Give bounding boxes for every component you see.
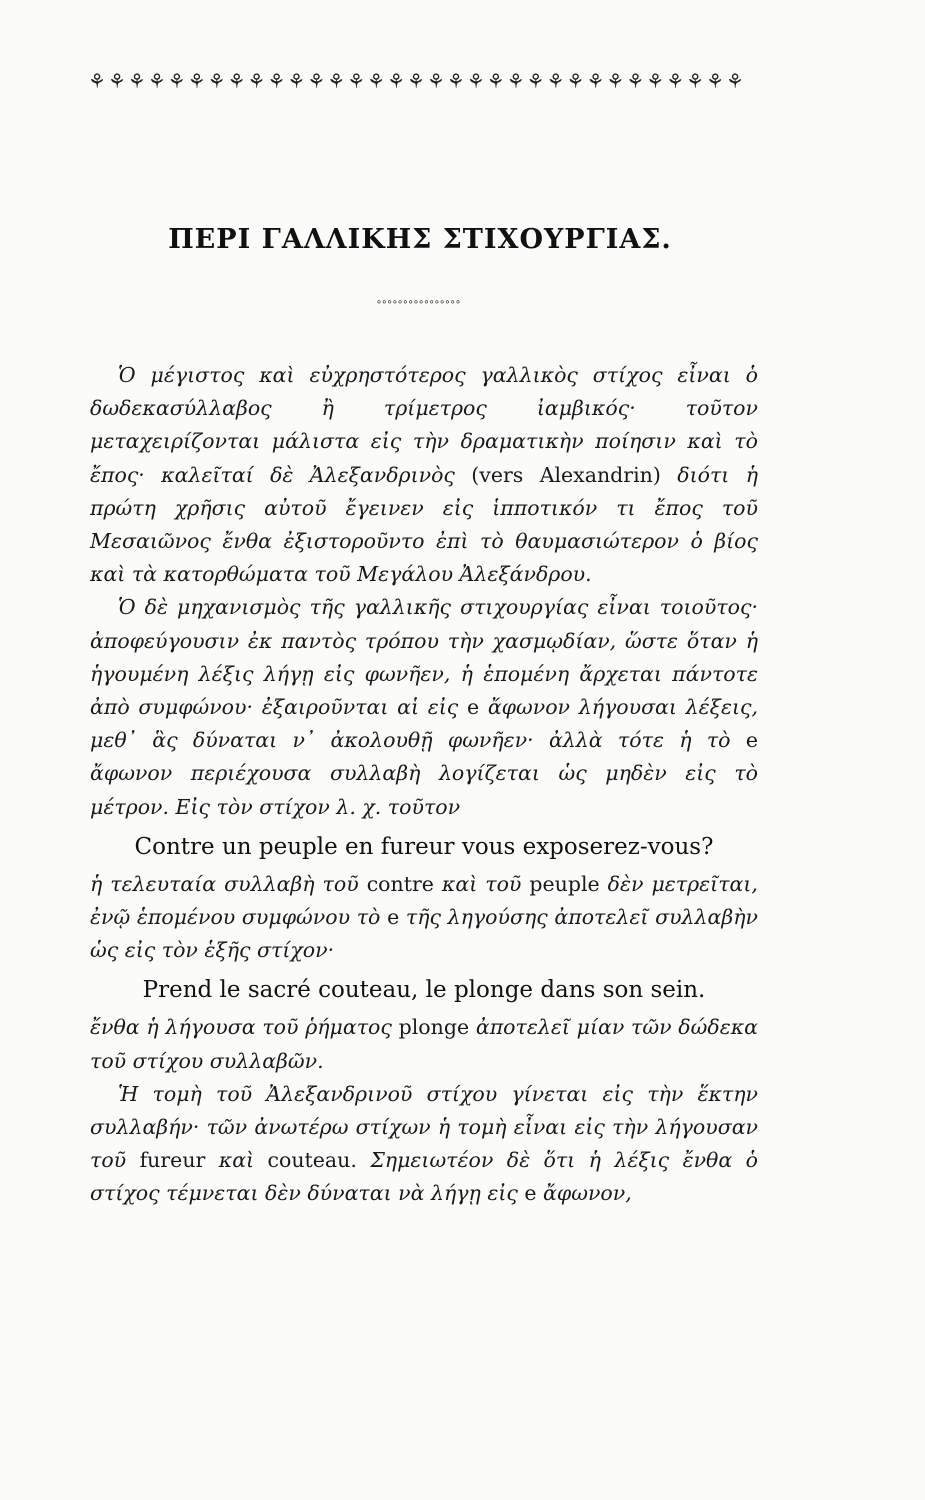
ornament-glyph-icon: ⚘ — [307, 69, 326, 93]
ornament-glyph-icon: ⚘ — [546, 69, 565, 93]
ornament-glyph-icon: ⚘ — [666, 69, 685, 93]
ornament-glyph-icon: ⚘ — [247, 69, 266, 93]
paragraph-5: Ἡ τομὴ τοῦ Ἀλεξανδρινοῦ στίχου γίνεται εἰς τὴν ἕκτην συλλαβήν· τῶν ἀνωτέρω στίχων ἡ τομὴ εἶναι εἰς τὴν λήγουσαν τοῦ fureur καὶ couteau. Σημειωτέον δὲ ὅτι ἡ λέξις ἔνθα ὁ στίχος τέμνεται δὲν δύναται νὰ λήγῃ εἰς e ἄφωνον, — [90, 1081, 758, 1206]
ornament-glyph-icon: ⚘ — [586, 69, 605, 93]
ornament-glyph-icon: ⚘ — [686, 69, 705, 93]
ornament-glyph-icon: ⚘ — [466, 69, 485, 93]
ornament-glyph-icon: ⚘ — [566, 69, 585, 93]
body-text — [90, 359, 758, 1211]
ornament-glyph-icon: ⚘ — [446, 69, 465, 93]
ornament-glyph-icon: ⚘ — [506, 69, 525, 93]
ornament-glyph-icon: ⚘ — [347, 69, 366, 93]
ornament-glyph-icon: ⚘ — [127, 69, 146, 93]
verse-2: Prend le sacré couteau, le plonge dans son sein. — [142, 977, 706, 1004]
ornament-glyph-icon: ⚘ — [327, 69, 346, 93]
ornament-glyph-icon: ⚘ — [407, 69, 425, 93]
verse-1: Contre un peuple en fureur vous exposerez-vous? — [134, 833, 714, 860]
ornament-glyph-icon: ⚘ — [726, 69, 744, 93]
ornament-glyph-icon: ⚘ — [147, 69, 166, 93]
ornament-glyph-icon: ⚘ — [626, 69, 645, 93]
ornament-glyph-icon: ⚘ — [486, 69, 505, 93]
ornament-band — [88, 66, 744, 96]
ornament-glyph-icon: ⚘ — [526, 69, 545, 93]
ornament-glyph-icon: ⚘ — [167, 69, 186, 93]
roman-term: (vers Alexandrin) — [471, 462, 661, 487]
ornament-glyph-icon: ⚘ — [227, 69, 246, 93]
paragraph-4: ἔνθα ἡ λήγουσα τοῦ ῥήματος plonge ἀποτελεῖ μίαν τῶν δώδεκα τοῦ στίχου συλλαβῶν. — [90, 1015, 758, 1073]
ornament-glyph-icon: ⚘ — [107, 69, 126, 93]
ornament-glyph-icon: ⚘ — [706, 69, 724, 93]
ornament-glyph-icon: ⚘ — [367, 69, 386, 93]
ornament-glyph-icon: ⚘ — [387, 69, 405, 93]
ornament-glyph-icon: ⚘ — [187, 69, 206, 93]
page-title: ΠΕΡΙ ΓΑΛΛΙΚΗΣ ΣΤΙΧΟΥΡΓΙΑΣ. — [168, 224, 672, 255]
ornament-glyph-icon: ⚘ — [426, 69, 445, 93]
ornament-glyph-icon: ⚘ — [88, 69, 106, 93]
ornament-glyph-icon: ⚘ — [606, 69, 625, 93]
title-ornament: ∘∘∘∘∘∘∘∘∘∘∘∘∘∘∘∘ — [375, 297, 461, 308]
ornament-glyph-icon: ⚘ — [207, 69, 226, 93]
paragraph-1: Ὁ μέγιστος καὶ εὐχρηστότερος γαλλικὸς στίχος εἶναι ὁ δωδεκασύλλαβος ἢ τρίμετρος ἰαμβικός· τοῦτον μεταχειρίζονται μάλιστα εἰς τὴν δραματικὴν ποίησιν καὶ τὸ ἔπος· καλεῖταί δὲ Ἀλεξανδρινὸς (vers Alexandrin) διότι ἡ πρώτη χρῆσις αὐτοῦ ἔγεινεν εἰς ἱπποτικόν τι ἔπος τοῦ Μεσαιῶνος ἔνθα ἐξιστοροῦντο ἐπὶ τὸ θαυμασιώτερον ὁ βίος καὶ τὰ κατορθώματα τοῦ Μεγάλου Ἀλεξάνδρου. — [90, 363, 758, 587]
ornament-glyph-icon: ⚘ — [646, 69, 665, 93]
paragraph-3: ἡ τελευταία συλλαβὴ τοῦ contre καὶ τοῦ peuple δὲν μετρεῖται, ἐνῷ ἑπομένου συμφώνου τὸ e τῆς ληγούσης ἀποτελεῖ συλλαβὴν ὡς εἰς τὸν ἑξῆς στίχον· — [90, 871, 758, 963]
ornament-glyph-icon: ⚘ — [267, 69, 286, 93]
paragraph-2: Ὁ δὲ μηχανισμὸς τῆς γαλλικῆς στιχουργίας εἶναι τοιοῦτος· ἀποφεύγουσιν ἐκ παντὸς τρόπου τὴν χασμῳδίαν, ὥστε ὅταν ἡ ἡγουμένη λέξις λήγῃ εἰς φωνῆεν, ἡ ἑπομένη ἄρχεται πάντοτε ἀπὸ συμφώνου· ἐξαιροῦνται αἱ εἰς e ἄφωνον λήγουσαι λέξεις, μεθ᾽ ἃς δύναται ν᾽ ἀκολουθῇ φωνῆεν· ἀλλὰ τότε ἡ τὸ e ἄφωνον περιέχουσα συλλαβὴ λογίζεται ὡς μηδὲν εἰς τὸ μέτρον. Εἰς τὸν στίχον λ. χ. τοῦτον — [90, 595, 758, 819]
ornament-glyph-icon: ⚘ — [287, 69, 306, 93]
